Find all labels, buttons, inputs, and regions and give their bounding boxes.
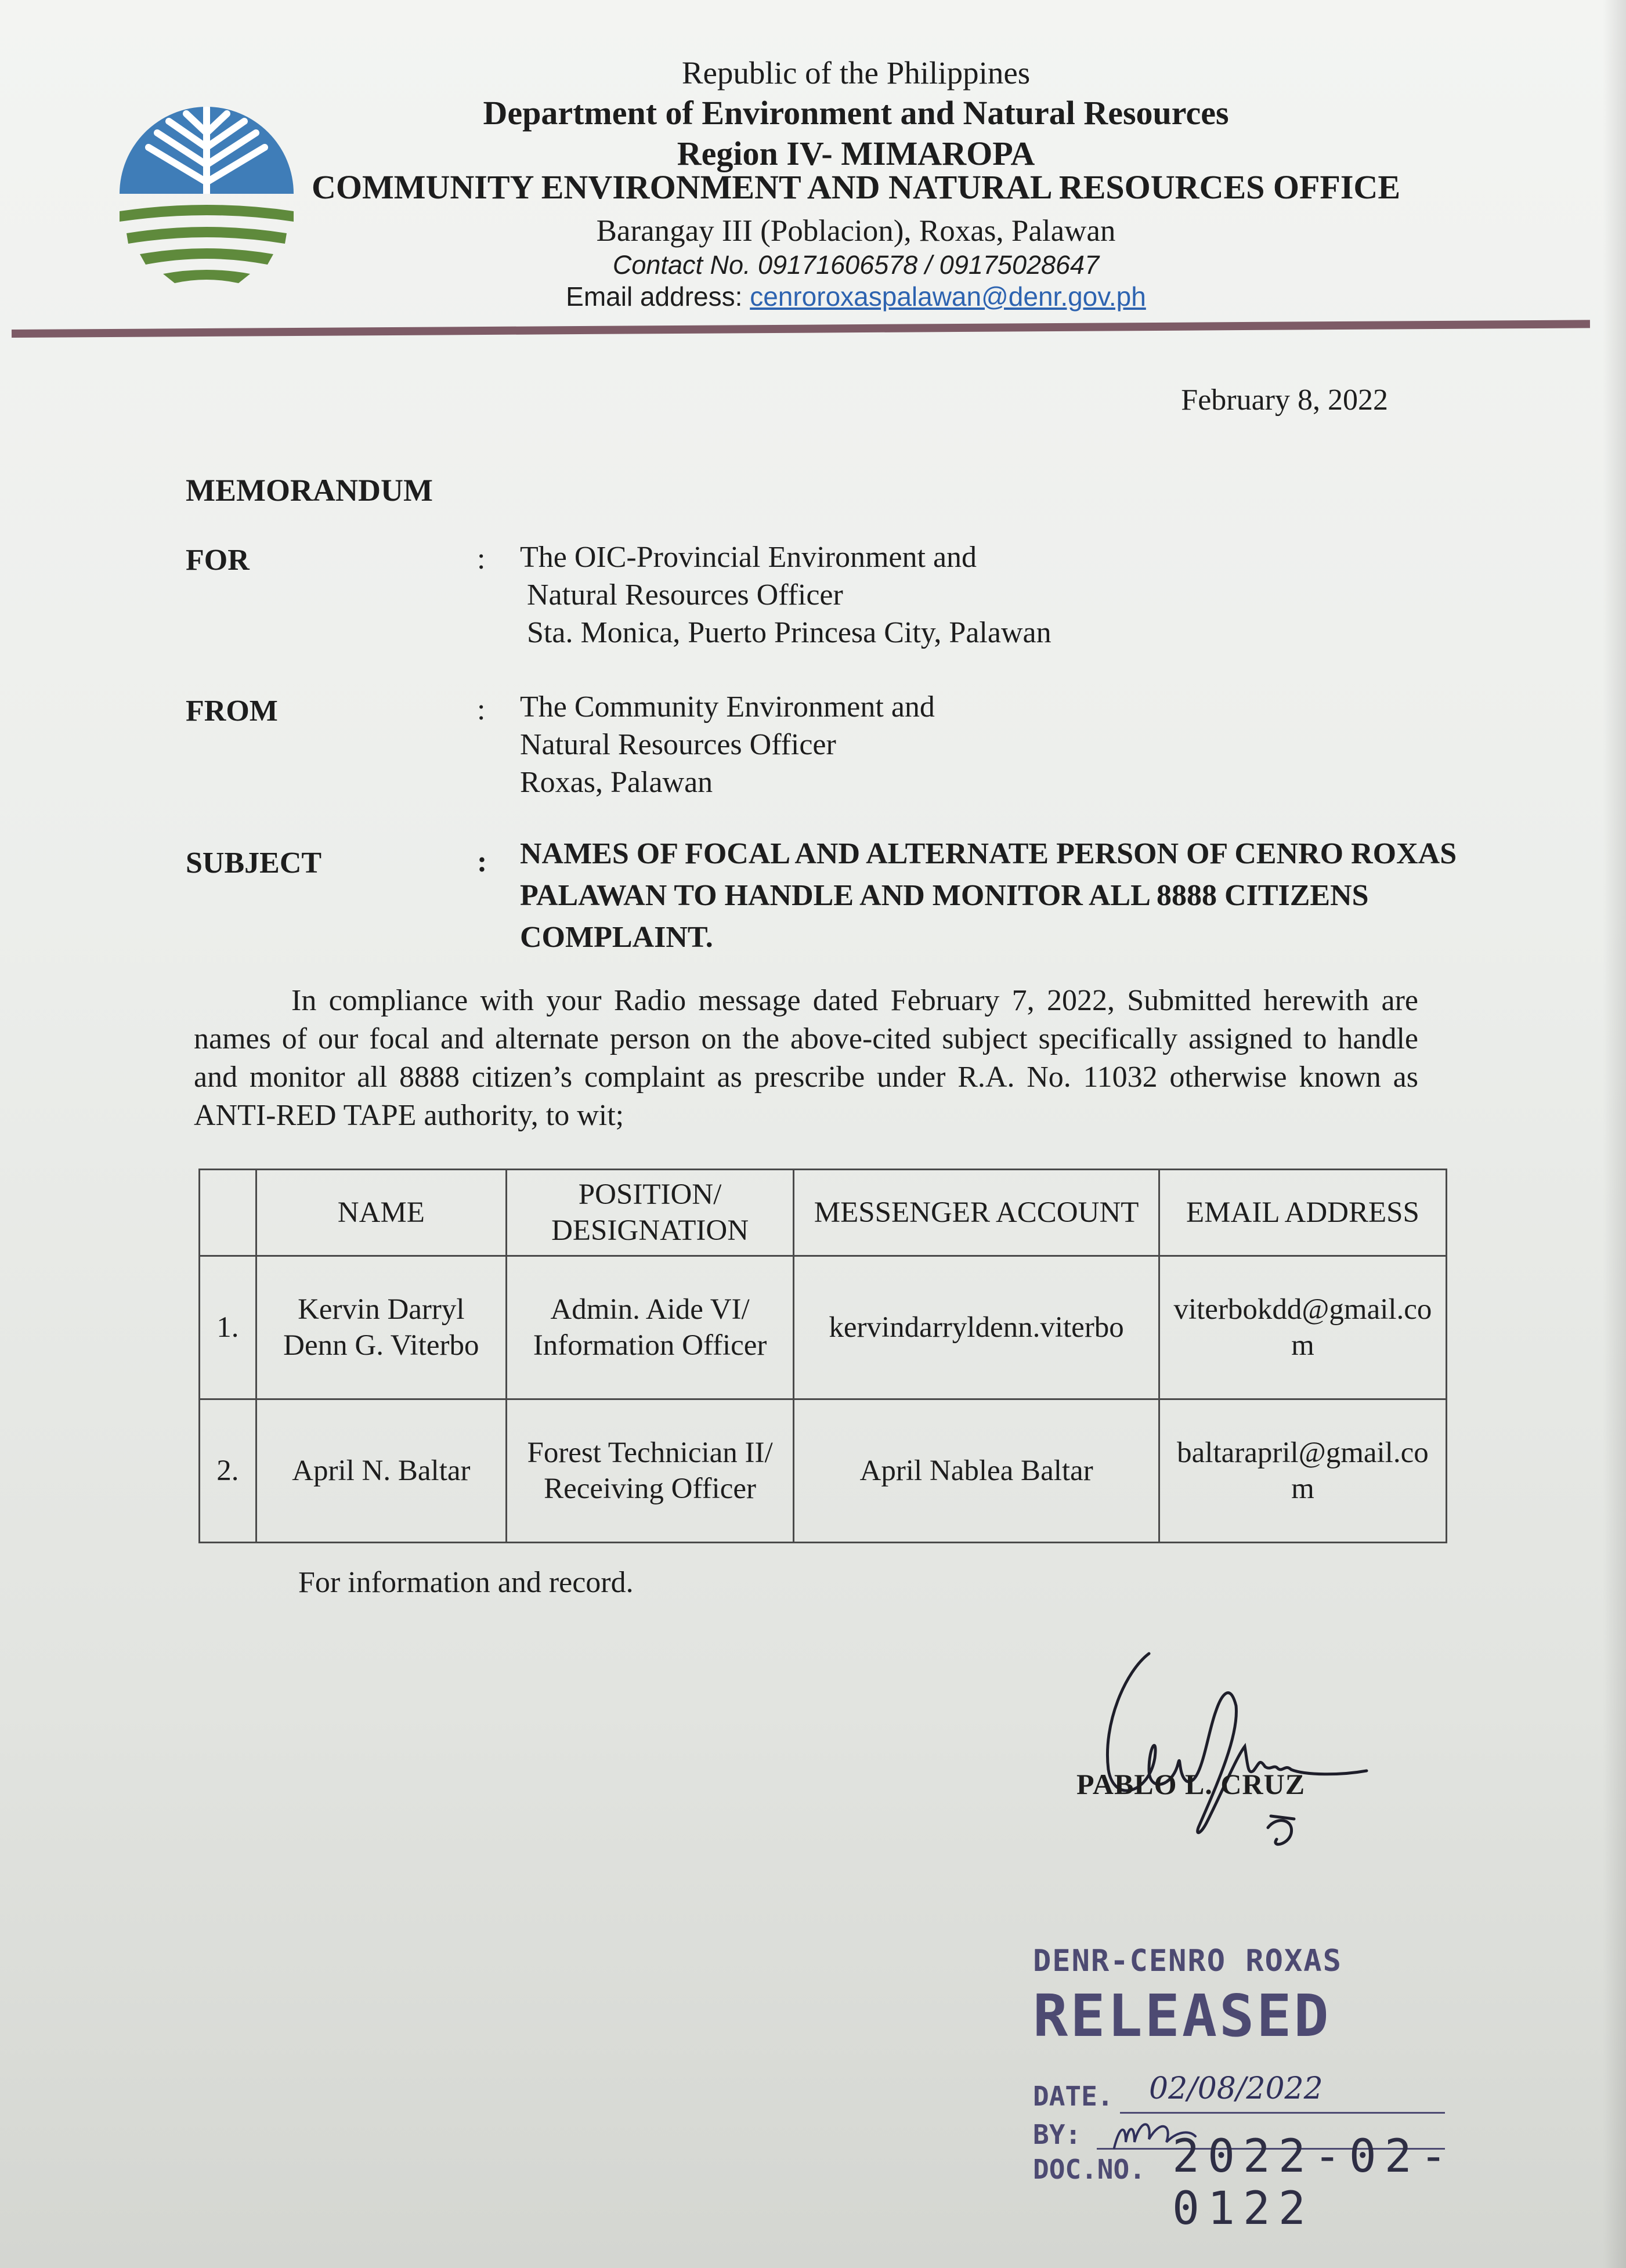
- cell-messenger: April Nablea Baltar: [794, 1399, 1159, 1543]
- cell-position: Admin. Aide VI/ Information Officer: [506, 1256, 793, 1399]
- header-cell-name: NAME: [256, 1170, 506, 1256]
- for-label: FOR: [186, 544, 250, 577]
- from-line: Natural Resources Officer: [520, 728, 836, 761]
- header-office: COMMUNITY ENVIRONMENT AND NATURAL RESOURCES OFFICE: [311, 168, 1401, 206]
- for-colon: :: [477, 542, 486, 576]
- subject-text: NAMES OF FOCAL AND ALTERNATE PERSON OF CENRO ROXAS PALAWAN TO HANDLE AND MONITOR ALL 8888 CITIZENS COMPLAINT.: [520, 837, 1457, 954]
- for-line: Natural Resources Officer: [527, 578, 843, 612]
- subject-label: SUBJECT: [186, 847, 322, 880]
- from-sender: [520, 688, 935, 801]
- email-link[interactable]: cenroroxaspalawan@denr.gov.ph: [750, 281, 1146, 312]
- signatory-name: PABLO L. CRUZ: [1076, 1768, 1306, 1800]
- from-line: The Community Environment and: [520, 690, 935, 724]
- table-row: [200, 1399, 1447, 1543]
- header-cell-email: EMAIL ADDRESS: [1159, 1170, 1446, 1256]
- stamp-date-label: DATE.: [1033, 2081, 1114, 2112]
- cell-email: baltarapril@gmail.com: [1159, 1399, 1446, 1543]
- cell-name: April N. Baltar: [256, 1399, 506, 1543]
- header-department: Department of Environment and Natural Resources: [483, 94, 1229, 132]
- closing-line: For information and record.: [298, 1566, 634, 1599]
- table-header-row: [200, 1170, 1447, 1256]
- for-line: The OIC-Provincial Environment and: [520, 541, 977, 574]
- subject-colon: :: [477, 845, 487, 878]
- header-region: Region IV- MIMAROPA: [677, 135, 1035, 172]
- from-colon: :: [477, 693, 486, 726]
- cell-email: viterbokdd@gmail.com: [1159, 1256, 1446, 1399]
- header-cell-position: POSITION/ DESIGNATION: [506, 1170, 793, 1256]
- from-line: Roxas, Palawan: [520, 766, 713, 799]
- stamp-status: RELEASED: [1033, 1982, 1331, 2050]
- stamp-office: DENR-CENRO ROXAS: [1033, 1944, 1342, 1978]
- handwritten-signature-icon: [1062, 1619, 1387, 1874]
- header-cell-messenger: MESSENGER ACCOUNT: [794, 1170, 1159, 1256]
- header-cell-number: [200, 1170, 256, 1256]
- header-contact: Contact No. 09171606578 / 09175028647: [612, 250, 1100, 280]
- stamp-by-label: BY:: [1033, 2119, 1082, 2150]
- for-line: Sta. Monica, Puerto Princesa City, Palawan: [527, 616, 1052, 649]
- memo-body-paragraph: In compliance with your Radio message dated February 7, 2022, Submitted herewith are names of our focal and alternate person on the above-cited subject specifically assigned to handle and monitor all 8888 citizen’s complaint as prescribe under R.A. No. 11032 otherwise known as ANTI-RED TAPE authority, to wit;: [194, 984, 1418, 1132]
- email-label: Email address:: [566, 281, 750, 312]
- stamp-doc-label: DOC.NO.: [1033, 2154, 1146, 2185]
- header-republic: Republic of the Philippines: [681, 55, 1031, 91]
- cell-number: 1.: [200, 1256, 256, 1399]
- header-divider: [12, 320, 1590, 338]
- header-address: Barangay III (Poblacion), Roxas, Palawan: [596, 214, 1116, 248]
- memo-body: [194, 982, 1418, 1135]
- cell-position: Forest Technician II/ Receiving Officer: [506, 1399, 793, 1543]
- stamp-doc-number: 2022-02-0122: [1172, 2130, 1455, 2235]
- cell-number: 2.: [200, 1399, 256, 1543]
- for-recipient: [520, 538, 1052, 652]
- cell-messenger: kervindarryldenn.viterbo: [794, 1256, 1159, 1399]
- memo-date: February 8, 2022: [1181, 384, 1388, 417]
- released-stamp: [1033, 1944, 1590, 2235]
- cell-name: Kervin Darryl Denn G. Viterbo: [256, 1256, 506, 1399]
- memo-title: MEMORANDUM: [186, 473, 433, 508]
- from-label: FROM: [186, 694, 278, 728]
- table-row: [200, 1256, 1447, 1399]
- personnel-table: [198, 1169, 1447, 1543]
- header-email-line: [261, 283, 1451, 310]
- stamp-date-value: 02/08/2022: [1149, 2071, 1323, 2106]
